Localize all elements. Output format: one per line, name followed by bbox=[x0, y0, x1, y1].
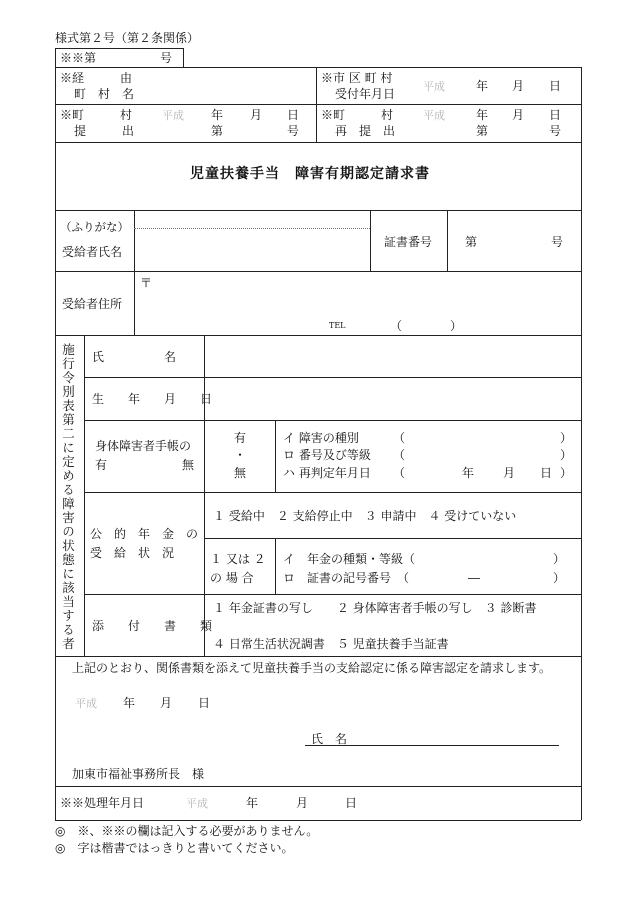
row1-era: 平成 bbox=[423, 80, 445, 93]
addressee: 加東市福祉事務所長 様 bbox=[72, 767, 205, 781]
form-title: 児童扶養手当 障害有期認定請求書 bbox=[190, 166, 430, 182]
person-name-label: 氏 名 bbox=[92, 350, 177, 364]
row2-go-left: 号 bbox=[287, 124, 300, 138]
attachments-line-2: ４ 日常生活状況調書 ５ 児童扶養手当証書 bbox=[213, 637, 449, 651]
handbook-ari: 有 bbox=[234, 431, 247, 445]
birth-label: 生 年 月 日 bbox=[92, 392, 213, 406]
town-label-1: ※町 村 bbox=[60, 108, 133, 122]
hb-type-close: ） bbox=[560, 431, 573, 445]
declaration-year: 年 bbox=[123, 696, 136, 710]
row2-year-left: 年 bbox=[211, 108, 224, 122]
row2-year-right: 年 bbox=[476, 108, 489, 122]
declaration-day: 日 bbox=[198, 696, 211, 710]
hb-rejudge-day: 日 bbox=[540, 466, 553, 480]
row2-era-right: 平成 bbox=[423, 109, 445, 122]
note-1: ◎ ※、※※の欄は記入する必要がありません。 bbox=[55, 824, 319, 838]
pension-cert-close: ） bbox=[553, 571, 566, 585]
address-label: 受給者住所 bbox=[62, 297, 123, 311]
hb-rejudge-year: 年 bbox=[462, 466, 475, 480]
pension-type-label: イ 年金の種類・等級（ bbox=[283, 552, 416, 566]
row2-go-right: 号 bbox=[549, 124, 562, 138]
row2-dai-right: 第 bbox=[476, 124, 489, 138]
pension-type-close: ） bbox=[553, 552, 566, 566]
pension-label-2: 受 給 状 況 bbox=[90, 546, 175, 560]
town-label-4: 再 提 出 bbox=[335, 124, 396, 138]
town-label-3: ※町 村 bbox=[321, 108, 394, 122]
row2-day-right: 日 bbox=[549, 108, 562, 122]
hb-number-label: ロ 番号及び等級 bbox=[283, 448, 371, 462]
hb-rejudge-label: ハ 再判定年月日 bbox=[283, 466, 371, 480]
row1-day: 日 bbox=[549, 79, 562, 93]
row2-era-left: 平成 bbox=[162, 109, 184, 122]
furigana-label: （ふりがな） bbox=[60, 220, 129, 234]
attachments-label: 添 付 書 類 bbox=[92, 619, 213, 633]
town-label-2: 提 出 bbox=[74, 124, 135, 138]
form-number: 様式第２号（第２条関係） bbox=[55, 31, 200, 45]
recipient-name-label: 受給者氏名 bbox=[62, 245, 123, 259]
hb-rejudge-open: （ bbox=[393, 466, 406, 480]
processing-day: 日 bbox=[345, 796, 358, 810]
row1-year: 年 bbox=[476, 79, 489, 93]
handbook-label-2b: 無 bbox=[182, 458, 195, 472]
hb-type-label: イ 障害の種別 bbox=[283, 431, 359, 445]
certificate-go: 号 bbox=[551, 235, 564, 249]
hb-type-open: （ bbox=[393, 431, 406, 445]
certificate-dai: 第 bbox=[465, 235, 478, 249]
handbook-label-2a: 有 bbox=[95, 458, 108, 472]
top-box-go: 号 bbox=[160, 51, 173, 65]
route-label-1: ※経 由 bbox=[60, 71, 133, 85]
handbook-label-1: 身体障害者手帳の bbox=[95, 439, 192, 453]
certificate-label: 証書番号 bbox=[384, 235, 433, 249]
declaration-era: 平成 bbox=[75, 697, 97, 710]
pension-cond-1: １ 又は ２ bbox=[210, 552, 266, 566]
row2-month-right: 月 bbox=[512, 108, 525, 122]
tel-close: ） bbox=[450, 319, 463, 333]
pension-cond-2: の 場 合 bbox=[210, 571, 254, 585]
pension-options: １ 受給中 ２ 支給停止中 ３ 申請中 ４ 受けていない bbox=[213, 509, 517, 523]
declaration-name-label: 氏 名 bbox=[311, 732, 348, 746]
city-label-2: 受付年月日 bbox=[335, 87, 396, 101]
processing-label: ※※処理年月日 bbox=[60, 796, 145, 810]
row2-day-left: 日 bbox=[287, 108, 300, 122]
pension-cert-label: ロ 証書の記号番号 （ bbox=[283, 571, 410, 585]
note-2: ◎ 字は楷書ではっきりと書いてください。 bbox=[55, 841, 294, 855]
pension-cert-dash: ― bbox=[468, 571, 480, 585]
top-box-mark: ※※第 bbox=[60, 51, 97, 65]
hb-number-close: ） bbox=[560, 448, 573, 462]
route-label-2: 町 村 名 bbox=[74, 87, 135, 101]
hb-number-open: （ bbox=[393, 448, 406, 462]
tel-label: TEL bbox=[329, 321, 346, 330]
side-label: 施行令別表第二に定める障害の状態に該当する者 bbox=[60, 343, 76, 651]
row1-month: 月 bbox=[512, 79, 525, 93]
tel-open: （ bbox=[390, 319, 403, 333]
declaration-month: 月 bbox=[160, 696, 173, 710]
handbook-nashi: 無 bbox=[234, 466, 247, 480]
processing-era: 平成 bbox=[186, 797, 208, 810]
attachments-line-1: １ 年金証書の写し ２ 身体障害者手帳の写し ３ 診断書 bbox=[213, 601, 537, 615]
processing-year: 年 bbox=[246, 796, 259, 810]
city-label-1: ※市 区 町 村 bbox=[321, 71, 393, 85]
row2-month-left: 月 bbox=[250, 108, 263, 122]
pension-label-1: 公 的 年 金 の bbox=[90, 527, 199, 541]
handbook-dot: ・ bbox=[234, 448, 247, 462]
row2-dai-left: 第 bbox=[211, 124, 224, 138]
hb-rejudge-month: 月 bbox=[503, 466, 516, 480]
hb-rejudge-close: ） bbox=[560, 466, 573, 480]
declaration-text: 上記のとおり、関係書類を添えて児童扶養手当の支給認定に係る障害認定を請求します。 bbox=[72, 661, 552, 675]
processing-month: 月 bbox=[296, 796, 309, 810]
postal-mark: 〒 bbox=[140, 276, 153, 290]
